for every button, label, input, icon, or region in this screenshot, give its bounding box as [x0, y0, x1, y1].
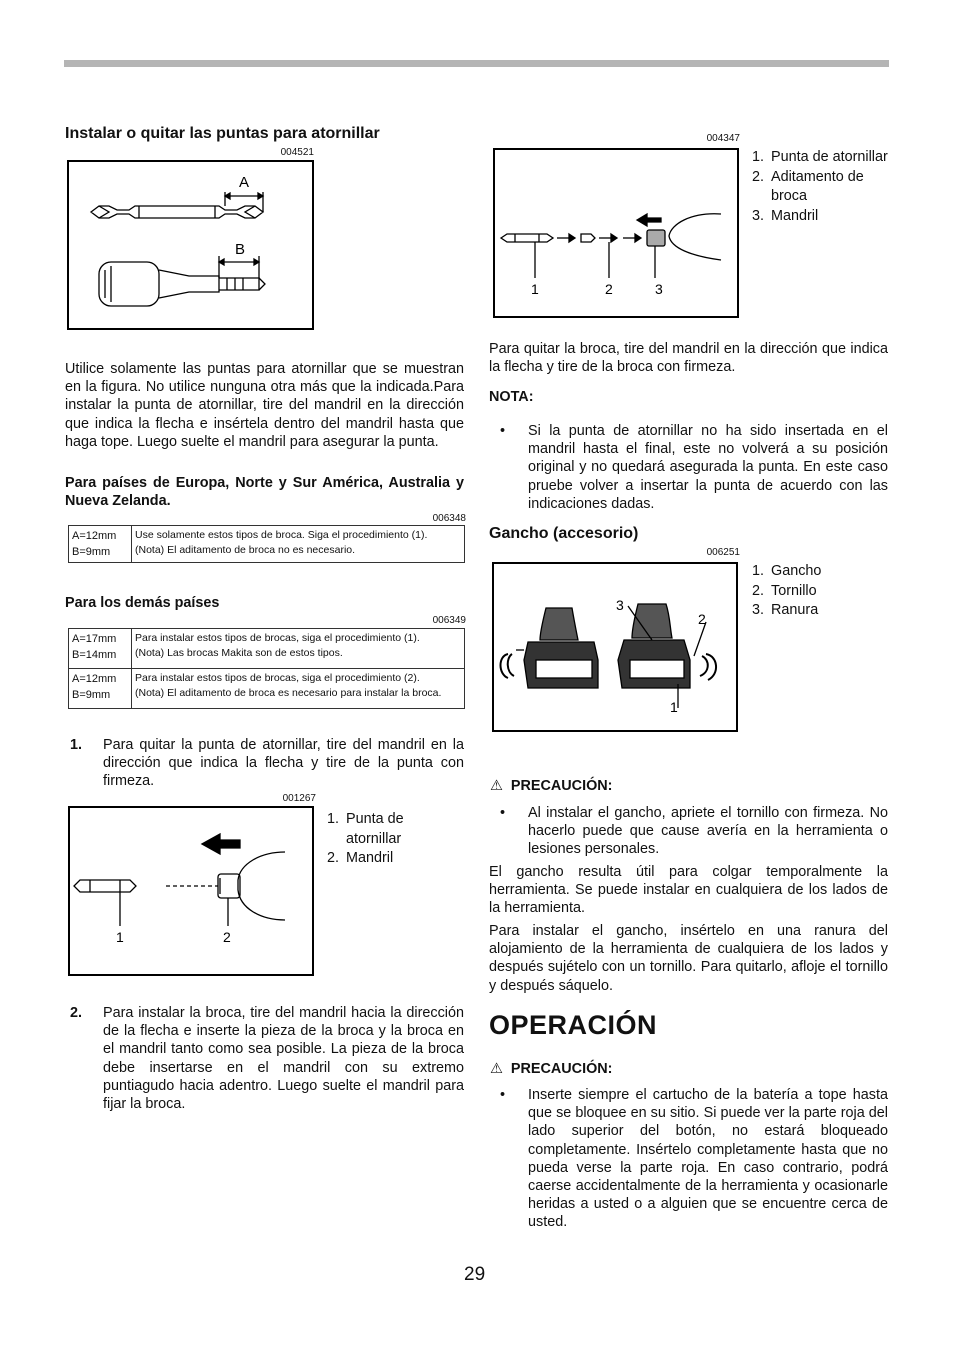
legend-item [752, 207, 892, 227]
bit-table-other [68, 628, 465, 709]
caution-1 [490, 778, 612, 794]
legend-text: Mandril [346, 850, 394, 866]
figure-code-004347: 004347 [706, 133, 740, 144]
legend-item [327, 810, 447, 849]
legend-item [752, 148, 892, 168]
warning-icon: ⚠ [490, 1061, 503, 1077]
bullet-glyph: • [500, 805, 506, 821]
dimension-cell [69, 669, 132, 709]
legend-num: 3. [752, 207, 765, 224]
table-row [69, 526, 465, 563]
legend-num: 1. [752, 563, 765, 579]
legend-text: Gancho [771, 563, 822, 579]
figure-code-001267: 001267 [282, 793, 316, 804]
callout-3: 3 [655, 281, 663, 297]
warning-icon: ⚠ [490, 778, 503, 794]
figure-bit-dimensions [67, 160, 314, 330]
caution-label: PRECAUCIÓN: [510, 1061, 613, 1077]
callout-1: 1 [531, 281, 539, 297]
callout-1: 1 [116, 929, 124, 945]
region-heading: Para países de Europa, Norte y Sur América, Australia y Nueva Zelanda. [65, 475, 464, 510]
legend-text: Ranura [771, 602, 819, 618]
dim-b: B=9mm [72, 689, 111, 701]
dimension-cell [69, 526, 132, 563]
other-countries-heading: Para los demás países [65, 595, 220, 611]
description-cell [132, 526, 465, 563]
hook-paragraph-1: El gancho resulta útil para colgar temporalmente la herramienta. Se puede instalar en cualquiera de los lados de la herramienta. [489, 864, 888, 917]
bit-piece-drawing [495, 150, 737, 316]
label-b: B [235, 241, 246, 258]
header-rule [64, 60, 889, 67]
dimension-cell [69, 629, 132, 669]
legend-item [752, 562, 892, 582]
desc-line: Para instalar estos tipos de brocas, siga el procedimiento (1). [135, 632, 420, 644]
step-number: 1. [70, 737, 83, 753]
bullet-text: Al instalar el gancho, apriete el tornillo con firmeza. No hacerlo puede que cause avería en la herramienta o lesiones personales. [528, 805, 888, 858]
legend-num: 3. [752, 602, 765, 618]
figure-hook [492, 562, 738, 732]
callout-2: 2 [605, 281, 613, 297]
section-heading-bits: Instalar o quitar las puntas para atornillar [65, 125, 380, 142]
remove-bit-drawing [70, 808, 312, 974]
callout-3: 3 [616, 597, 624, 613]
step-2 [70, 1004, 464, 1113]
nota-label: NOTA: [489, 389, 534, 405]
legend-item [752, 582, 892, 602]
legend-num: 2. [752, 582, 765, 599]
operation-heading: OPERACIÓN [489, 1010, 658, 1040]
fig4-legend [752, 562, 892, 621]
legend-text: Aditamento de broca [771, 168, 864, 204]
legend-text: Tornillo [771, 582, 817, 599]
nota-bullet [500, 422, 888, 513]
legend-text: Mandril [771, 207, 819, 224]
step-number: 2. [70, 1005, 83, 1021]
legend-num: 1. [752, 149, 765, 165]
caution-1-bullet [500, 804, 888, 859]
caution-label: PRECAUCIÓN: [510, 778, 613, 794]
note-line: (Nota) El aditamento de broca es necesario para instalar la broca. [135, 687, 442, 699]
hook-drawing [494, 564, 736, 730]
step-text: Para instalar la broca, tire del mandril hacia la dirección de la flecha e inserte la pieza de la broca y la broca en el mandril tanto como sea posible. La pieza de la broca debe insertarse en el mandril con su extremo puntiagudo hacia adentro. Luego suelte el mandril para fijar la broca. [103, 1005, 464, 1113]
hook-heading: Gancho (accesorio) [489, 525, 639, 542]
callout-2: 2 [223, 929, 231, 945]
legend-item [752, 168, 892, 207]
bullet-text: Inserte siempre el cartucho de la batería a tope hasta que se bloquee en su sitio. Si puede ver la parte roja del lado superior del botón, no estará bloqueado completamente. Insértelo completamente hasta que no pueda verse la parte roja. En caso contrario, podrá caerse accidentalmente de la herramienta y ocasionarle heridas a usted o a alguien que se encuentre cerca de usted. [528, 1087, 888, 1231]
remove-bit-paragraph: Para quitar la broca, tire del mandril en la dirección que indica la flecha y tire de la broca con firmeza. [489, 341, 888, 376]
fig2-legend [327, 810, 447, 869]
legend-item [752, 601, 892, 621]
legend-item [327, 849, 447, 869]
table-code-006349: 006349 [432, 615, 466, 626]
description-cell [132, 669, 465, 709]
caution-2-bullet [500, 1086, 888, 1232]
hook-paragraph-2: Para instalar el gancho, insértelo en una ranura del alojamiento de la herramienta de cualquiera de los lados y después sujételo con un tornillo. Para quitarlo, afloje el tornillo y después sáquelo. [489, 923, 888, 994]
callout-2: 2 [698, 611, 706, 627]
bullet-glyph: • [500, 423, 506, 439]
note-line: (Nota) Las brocas Makita son de estos tipos. [135, 647, 343, 659]
bullet-text: Si la punta de atornillar no ha sido insertada en el mandril hasta el final, este no volverá a su posición original y no quedará asegurada la punta. En este caso pruebe volver a insertar la punta de acuerdo con las indicaciones dadas. [528, 423, 888, 512]
intro-paragraph: Utilice solamente las puntas para atornillar que se muestran en la figura. No utilice nunguna otra más que la indicada.Para instalar la punta de atornillar, tire del mandril en la dirección que indica la flecha e insértela dentro del mandril hasta que haga tope. Luego suelte el mandril para asegurar la punta. [65, 361, 464, 450]
legend-num: 1. [327, 811, 340, 827]
dim-b: B=14mm [72, 649, 117, 661]
table-row [69, 629, 465, 669]
note-line: (Nota) El aditamento de broca no es necesario. [135, 544, 356, 556]
description-cell [132, 629, 465, 669]
table-row [69, 669, 465, 709]
label-a: A [239, 174, 250, 191]
legend-num: 2. [752, 168, 765, 185]
legend-num: 2. [327, 850, 340, 866]
dim-a: A=17mm [72, 633, 117, 645]
bullet-glyph: • [500, 1087, 506, 1103]
step-text: Para quitar la punta de atornillar, tire del mandril en la dirección que indica la flecha y tire de la punta con firmeza. [103, 737, 464, 790]
figure-code-004521: 004521 [280, 147, 314, 158]
fig3-legend [752, 148, 892, 226]
legend-text: Punta de atornillar [346, 811, 404, 847]
figure-bit-piece [493, 148, 739, 318]
dim-a: A=12mm [72, 673, 117, 685]
page-number: 29 [464, 1264, 486, 1285]
callout-1: 1 [670, 699, 678, 715]
dim-b: B=9mm [72, 546, 111, 558]
step-1 [70, 736, 464, 791]
dim-a: A=12mm [72, 530, 117, 542]
table-code-006348: 006348 [432, 513, 466, 524]
figure-remove-bit [68, 806, 314, 976]
bit-table-europe [68, 525, 465, 563]
desc-line: Use solamente estos tipos de broca. Siga el procedimiento (1). [135, 529, 428, 541]
figure-code-006251: 006251 [706, 547, 740, 558]
bit-dimensions-drawing [69, 162, 312, 328]
caution-2 [490, 1061, 612, 1077]
desc-line: Para instalar estos tipos de brocas, siga el procedimiento (2). [135, 672, 420, 684]
legend-text: Punta de atornillar [771, 149, 888, 165]
